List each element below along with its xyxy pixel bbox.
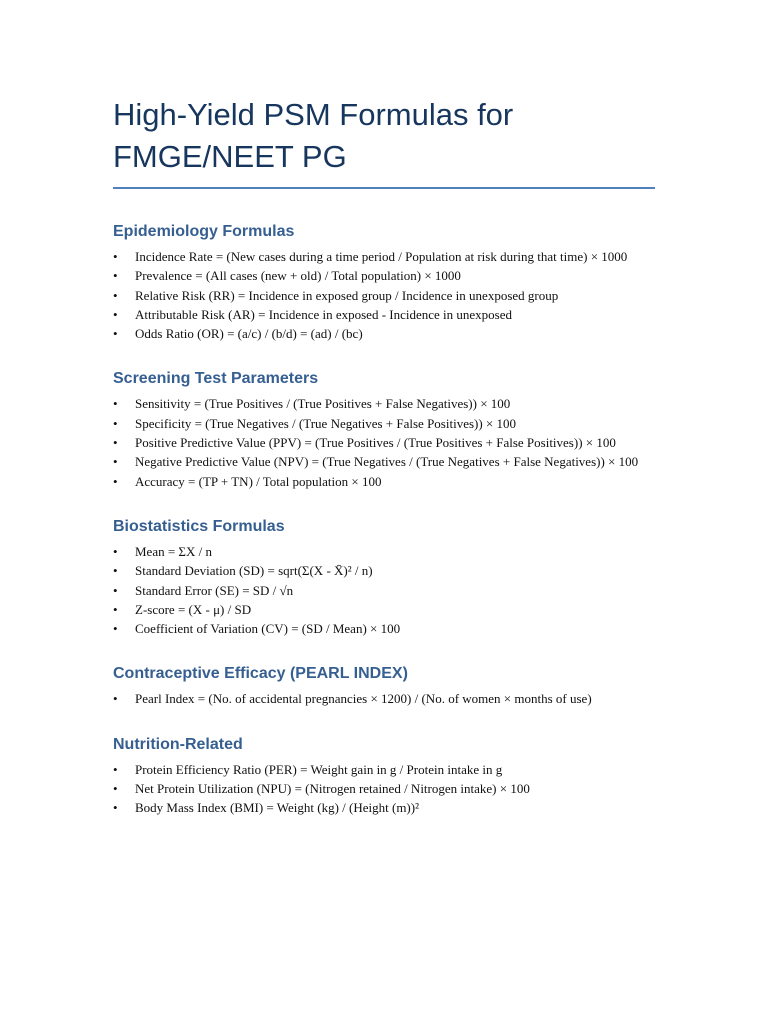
bullet-icon: •: [113, 306, 118, 322]
formula-list: [113, 394, 655, 490]
bullet-icon: •: [113, 563, 118, 579]
section-heading: Epidemiology Formulas: [113, 223, 295, 240]
bullet-icon: •: [113, 435, 118, 451]
list-item: [113, 542, 655, 561]
bullet-icon: •: [113, 761, 118, 777]
formula-list: [113, 247, 655, 343]
list-item-text: Accuracy = (TP + TN) / Total population × 100: [135, 473, 382, 489]
list-item: [113, 286, 655, 305]
list-item-text: Specificity = (True Negatives / (True Negatives + False Positives)) × 100: [135, 415, 517, 431]
list-item: [113, 414, 655, 433]
bullet-icon: •: [113, 287, 118, 303]
list-item-text: Protein Efficiency Ratio (PER) = Weight gain in g / Protein intake in g: [135, 761, 503, 777]
list-item-text: Sensitivity = (True Positives / (True Positives + False Negatives)) × 100: [135, 396, 511, 412]
list-item: [113, 779, 655, 798]
list-item: [113, 324, 655, 343]
bullet-icon: •: [113, 543, 118, 559]
list-item-text: Body Mass Index (BMI) = Weight (kg) / (Height (m))²: [135, 800, 419, 816]
list-item-text: Positive Predictive Value (PPV) = (True Positives / (True Positives + False Positives)) × 100: [135, 435, 616, 451]
bullet-icon: •: [113, 249, 118, 264]
title-divider: [113, 187, 655, 189]
formula-list: [113, 542, 655, 638]
list-item: [113, 247, 655, 266]
list-item: [113, 689, 655, 708]
section-heading: Contraceptive Efficacy (PEARL INDEX): [113, 665, 408, 683]
bullet-icon: •: [113, 582, 118, 598]
list-item-text: Prevalence = (All cases (new + old) / Total population) × 1000: [135, 268, 461, 284]
list-item: [113, 798, 655, 817]
list-item-text: Attributable Risk (AR) = Incidence in exposed - Incidence in unexposed: [135, 306, 512, 322]
document-title: High-Yield PSM Formulas for FMGE/NEET PG: [113, 97, 514, 174]
list-item-text: Relative Risk (RR) = Incidence in exposed group / Incidence in unexposed group: [135, 287, 559, 303]
bullet-icon: •: [113, 326, 118, 342]
section-biostatistics: [113, 517, 655, 638]
list-item-text: Incidence Rate = (New cases during a time period / Population at risk during that time) × 1000: [135, 249, 628, 264]
list-item: [113, 394, 655, 413]
list-item: [113, 305, 655, 324]
bullet-icon: •: [113, 800, 118, 816]
list-item: [113, 561, 655, 580]
section-heading: Screening Test Parameters: [113, 370, 319, 388]
bullet-icon: •: [113, 781, 118, 797]
list-item: [113, 619, 655, 638]
list-item-text: Standard Error (SE) = SD / √n: [135, 582, 294, 598]
bullet-icon: •: [113, 268, 118, 284]
list-item: [113, 760, 655, 779]
list-item-text: Coefficient of Variation (CV) = (SD / Mean) × 100: [135, 621, 401, 637]
section-heading: Biostatistics Formulas: [113, 517, 285, 535]
list-item: [113, 452, 655, 471]
list-item: [113, 581, 655, 600]
bullet-icon: •: [113, 473, 118, 489]
list-item-text: Z-score = (X - μ) / SD: [135, 601, 252, 617]
section-epidemiology: [113, 222, 655, 343]
list-item: [113, 266, 655, 285]
list-item-text: Negative Predictive Value (NPV) = (True Negatives / (True Negatives + False Negatives)) × 100: [135, 454, 639, 470]
formula-list: [113, 760, 655, 818]
section-heading: Nutrition-Related: [113, 735, 243, 753]
list-item: [113, 600, 655, 619]
list-item-text: Net Protein Utilization (NPU) = (Nitrogen retained / Nitrogen intake) × 100: [135, 781, 530, 797]
list-item-text: Pearl Index = (No. of accidental pregnancies × 1200) / (No. of women × months of use): [135, 691, 592, 707]
bullet-icon: •: [113, 621, 118, 637]
formula-list: [113, 689, 655, 708]
section-nutrition: [113, 735, 655, 818]
bullet-icon: •: [113, 454, 118, 470]
section-contraceptive-efficacy: [113, 664, 655, 708]
bullet-icon: •: [113, 601, 118, 617]
section-screening: [113, 369, 655, 490]
list-item: [113, 433, 655, 452]
bullet-icon: •: [113, 415, 118, 431]
list-item-text: Mean = ΣX / n: [135, 543, 212, 559]
list-item: [113, 472, 655, 491]
list-item-text: Standard Deviation (SD) = sqrt(Σ(X - X̄)² / n): [135, 563, 373, 579]
bullet-icon: •: [113, 691, 118, 707]
bullet-icon: •: [113, 396, 118, 412]
list-item-text: Odds Ratio (OR) = (a/c) / (b/d) = (ad) / (bc): [135, 326, 363, 342]
